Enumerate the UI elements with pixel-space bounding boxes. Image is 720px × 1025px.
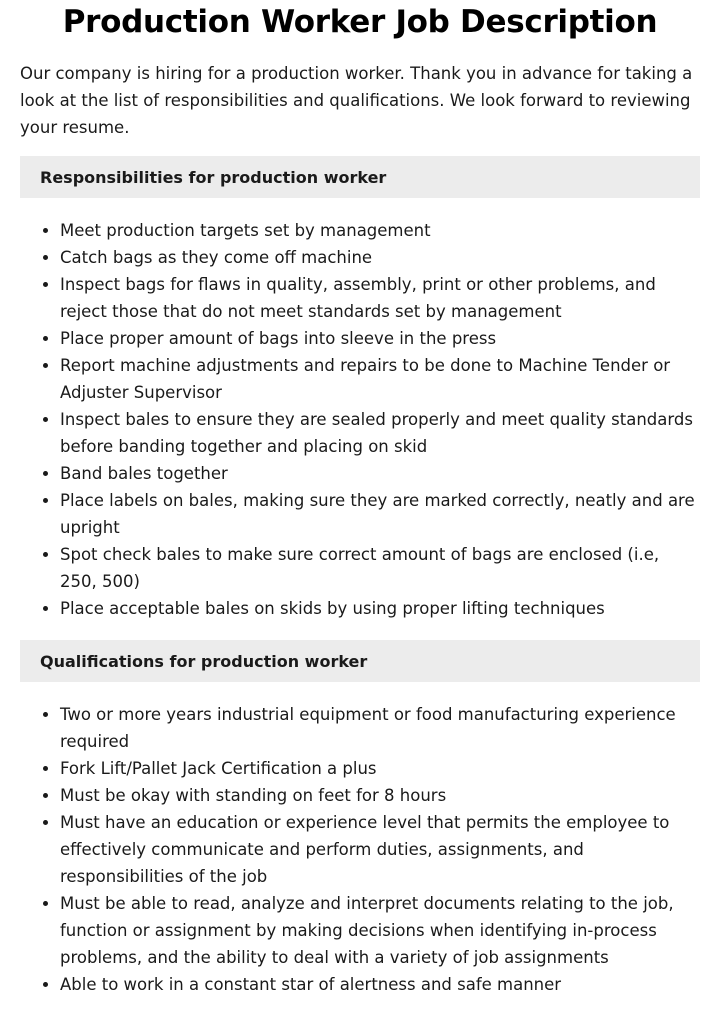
list-item: Catch bags as they come off machine (60, 244, 700, 271)
list-item: Inspect bags for flaws in quality, assembly, print or other problems, and reject those that do not meet standards set by management (60, 271, 700, 325)
list-item: Band bales together (60, 460, 700, 487)
list-item: Report machine adjustments and repairs to be done to Machine Tender or Adjuster Supervisor (60, 352, 700, 406)
list-item: Meet production targets set by management (60, 217, 700, 244)
list-item: Able to work in a constant star of alertness and safe manner (60, 971, 700, 998)
responsibilities-heading: Responsibilities for production worker (20, 156, 700, 198)
list-item: Must have an education or experience level that permits the employee to effectively communicate and perform duties, assignments, and responsibilities of the job (60, 809, 700, 890)
list-item: Two or more years industrial equipment or food manufacturing experience required (60, 701, 700, 755)
intro-paragraph: Our company is hiring for a production worker. Thank you in advance for taking a look at the list of responsibilities and qualifications. We look forward to reviewing your resume. (20, 64, 693, 137)
qualifications-list (20, 701, 700, 998)
list-item: Fork Lift/Pallet Jack Certification a plus (60, 755, 700, 782)
list-item: Place proper amount of bags into sleeve in the press (60, 325, 700, 352)
list-item: Inspect bales to ensure they are sealed properly and meet quality standards before banding together and placing on skid (60, 406, 700, 460)
page-title: Production Worker Job Description (62, 4, 658, 40)
list-item: Spot check bales to make sure correct amount of bags are enclosed (i.e, 250, 500) (60, 541, 700, 595)
qualifications-heading: Qualifications for production worker (20, 640, 700, 682)
responsibilities-list (20, 217, 700, 622)
list-item: Must be okay with standing on feet for 8 hours (60, 782, 700, 809)
list-item: Place labels on bales, making sure they are marked correctly, neatly and are upright (60, 487, 700, 541)
list-item: Place acceptable bales on skids by using proper lifting techniques (60, 595, 700, 622)
list-item: Must be able to read, analyze and interpret documents relating to the job, function or assignment by making decisions when identifying in-process problems, and the ability to deal with a variety of job assignments (60, 890, 700, 971)
